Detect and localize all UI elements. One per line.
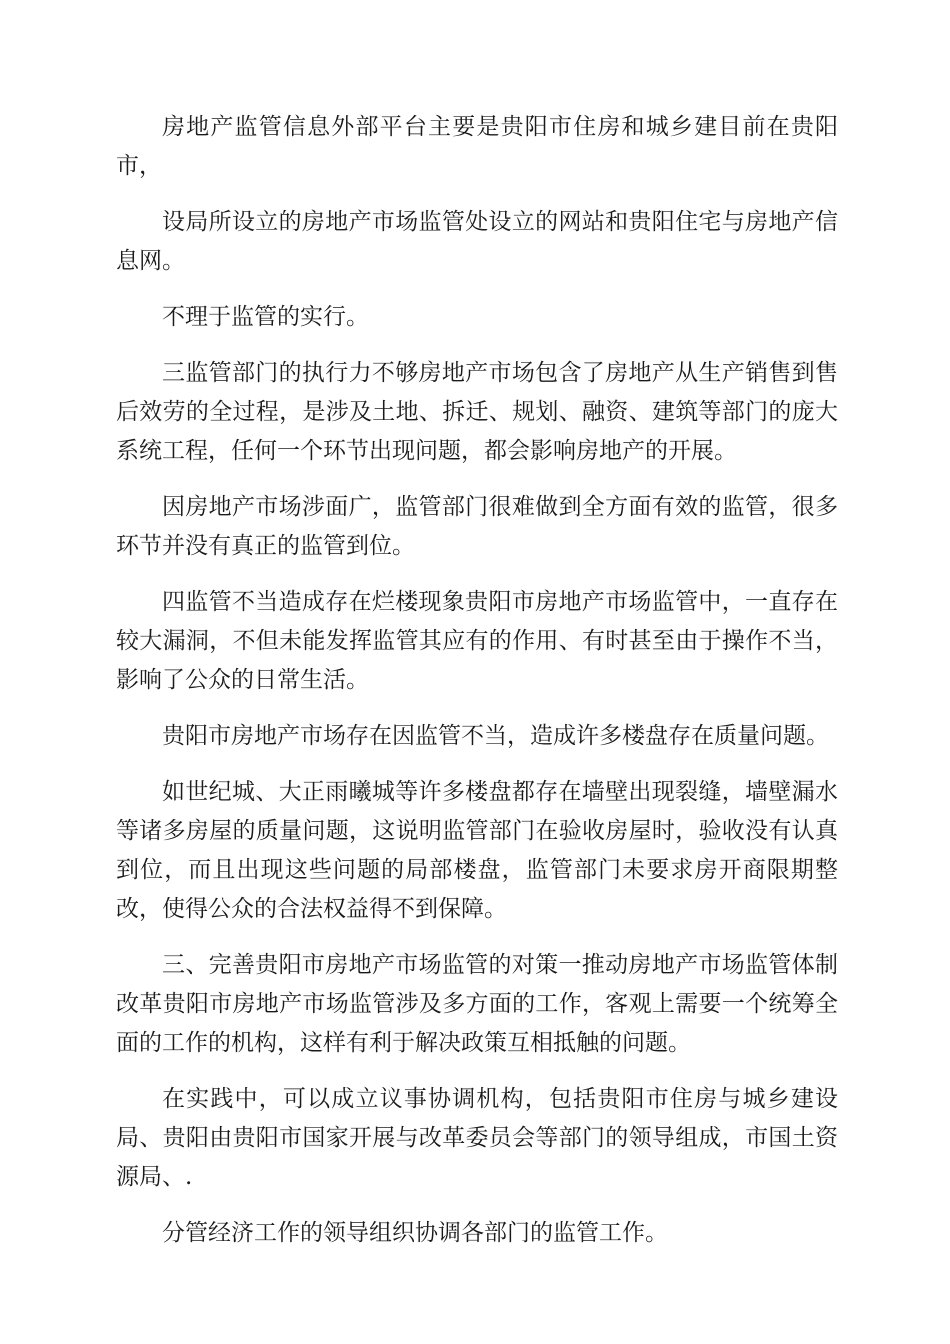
document-body: [116, 108, 838, 1270]
paragraph-7: 贵阳市房地产市场存在因监管不当，造成许多楼盘存在质量问题。: [162, 723, 829, 749]
paragraph-8: 如世纪城、大正雨曦城等许多楼盘都存在墙壁出现裂缝，墙壁漏水等诸多房屋的质量问题，这说明监管部门在验收房屋时，验收没有认真到位，而且出现这些问题的局部楼盘，监管部门未要求房开商限期整改，使得公众的合法权益得不到保障。: [116, 779, 838, 922]
paragraph-10: 在实践中，可以成立议事协调机构，包括贵阳市住房与城乡建设局、贵阳由贵阳市国家开展与改革委员会等部门的领导组成，市国土资源局、.: [116, 1086, 838, 1190]
paragraph-2: 设局所设立的房地产市场监管处设立的网站和贵阳住宅与房地产信息网。: [116, 209, 838, 274]
paragraph-3: 不理于监管的实行。: [162, 304, 369, 330]
paragraph-9: 三、完善贵阳市房地产市场监管的对策一推动房地产市场监管体制改革贵阳市房地产市场监管涉及多方面的工作，客观上需要一个统筹全面的工作的机构，这样有利于解决政策互相抵触的问题。: [116, 952, 838, 1056]
paragraph-4: 三监管部门的执行力不够房地产市场包含了房地产从生产销售到售后效劳的全过程，是涉及土地、拆迁、规划、融资、建筑等部门的庞大系统工程，任何一个环节出现问题，都会影响房地产的开展。: [116, 360, 838, 464]
paragraph-1: 房地产监管信息外部平台主要是贵阳市住房和城乡建目前在贵阳市，: [116, 114, 838, 179]
paragraph-6: 四监管不当造成存在烂楼现象贵阳市房地产市场监管中，一直存在较大漏洞，不但未能发挥监管其应有的作用、有时甚至由于操作不当，影响了公众的日常生活。: [116, 589, 838, 693]
paragraph-5: 因房地产市场涉面广，监管部门很难做到全方面有效的监管，很多环节并没有真正的监管到位。: [116, 494, 838, 559]
paragraph-11: 分管经济工作的领导组织协调各部门的监管工作。: [162, 1220, 668, 1246]
